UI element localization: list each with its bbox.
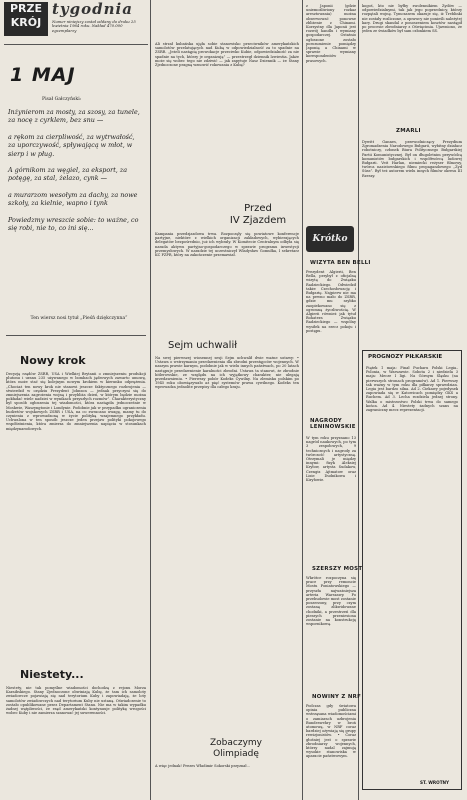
headline-nagrody: NAGRODY LENINOWSKIE: [310, 418, 356, 430]
issue-info: Numer niniejszy został oddany do druku 25 kwietnia 1964 roku. Nakład 470.000 egzemplarzy: [52, 19, 136, 33]
headline-przed-zjazdem: [208, 203, 308, 227]
logo-line-2: KRÓJ: [10, 16, 42, 29]
column-rule-3: [358, 0, 359, 800]
article-szerszy-most: Wkrótce rozpoczyna się prace przy remoncie Mostu Poniatowskiego — przyszła najważniejsza arteria Warszawy. Po przebudowie most zostanie poszerzony, przy czym zostaną zlikwidowane chodniki, a przestrzeń dla pieszych przeniesiona zostanie na konstrukcję wspornikową.: [306, 576, 356, 627]
krotko-badge: Krótko: [306, 226, 354, 252]
column-rule-1: [150, 0, 151, 800]
logo-line-1: PRZE: [9, 2, 43, 15]
article-kuba: Ali strzał kubańska ujęła sobie stanowisko przeciwników amerykańskich samolotów przelatujących nad Kubą w odpowiedzialność za to spadnie na ZSRR. „Jeżeli nastąpią prowokacje przeciwko Kubie, odpowiedzialność za nie spadnie na tych, którzy je organizują” — przestrzegł dziennik Izwiestia. Jakże może się wobec tego nie zdziwić — jak zapytuje Nasz Dziennik — że Stany Zjednoczone pragną wznowić rokowania z Kubą?: [155, 42, 299, 68]
headline-niestety: Niestety...: [20, 668, 84, 681]
poem-stanza: A górnikom za węgiel, za eksport, za potęgę, za stal, żelazo, cynk —: [8, 166, 128, 183]
article-nowiny: Podczas gdy światowa opinia publiczna wstrząsana wiadomościami o zamiarach uzbrojenia Bundeswehry w broń atomową, w NRF coraz bardziej ożywiają się grupy rewizjonistów. • Coraz głośniej jest o sprawie zbrodniarzy wojennych, którzy nadal zajmują wysokie stanowiska w aparacie państwowym.: [306, 704, 356, 759]
article-japonia: z Japonii (gdzie uniemożliwiony rozkaz aresztowania) można obserwować ponowne zbliżenie z Chinami. Korzystny dla Japonii jest rozwój handlu i wymiany gospodarczej. Ostatnio ogłoszone zostało porozumienie pomiędzy Japonią a Chinami w sprawie wymiany korespondentów prasowych.: [306, 4, 356, 63]
article-nowy-krok: Decyzją rządów ZSRR, USA i Wielkiej Brytanii o zmniejszeniu produkcji plutonu i uranu 235 używanego w bombach jądrowych zawarto umowę, która może stać się kolejnym nowym krokiem w kierunku odprężenia. „Chociaż ten nowy krok nie stanowi jeszcze faktycznego rozbrojenia — stwierdził w orędziu Prezydent Johnson — jednak przyczyni się do zmniejszenia zagrożenia wojną i przybliża dzień, w którym będzie można pokładać wiele nadziei w wynikach przyszłych rozmów”. Charakterystyczny był sposób ogłoszenia tej wiadomości, która nastąpiła jednocześnie w Moskwie, Waszyngtonie i Londynie. Podobnie jak w przypadku ograniczenia budżetów wojskowych ZSRR i USA, na co zwracano uwagę, mamy tu do czynienia z wprowadzoną w życie polityką wzajemnego przykładu. Uchwalona w ten sposób jeszcze jeden przejaw polityki pokojowego współistnienia, która zmierza do zmniejszenia napięcia w stosunkach międzynarodowych.: [6, 372, 146, 431]
poem-body: [8, 108, 143, 240]
headline-szerszy-most: SZERSZY MOST: [312, 566, 363, 572]
article-treblinka: kogoś, kto nie byłby zwolennikiem Żydów — odpowiedzialnymi, tak jak jego poprzednicy, którzy rozpętali wojnę. Tymczasem okazuje się, iż Treblinki nie zostały rozliczone, a oprawcy nie ponieśli należytej kary. Drugi skandal z ponoszeniem kosztów nastąpił po procesie zbrodniarzy z Oświęcimia. Ujawniono, że jeden ze świadków był sam członkiem SS.: [362, 4, 462, 34]
article-nagrody: W tym roku przyznano 13 nagród naukowych, po tym 3 zespołowych, 9 technicznych i nagrody za twórczość artystyczną. Otrzymali je między innymi: fizyk Aleksiej Kryłow, artysta Sudakow, Czengiz Ajtmatow oraz Lisie Dudnikowa i Kiryłowie.: [306, 436, 356, 483]
article-zobaczymy: A więc jednak! Prezes Władimir Sokorski przyznał...: [155, 764, 251, 768]
article-prognozy: Piątek 1 maja: Finał Pucharu Polski Legia–Polonia, w Warszawie. Sobota 2 i niedziela 3 maja: Mecze I ligi. Na Górnym Śląsku (na pierwszych stronach programów). Ad 1. Pierwszy tak ważny w tym roku dla piłkarzy sprawdzian. Legia jest bardzo silna. Ad 2. Ciekawy pojedynek zapowiada się w Katowicach pomiędzy GKS a Ruchem. Ad 3. Lecha rozdziela jednej strony. Walka o mistrzostwo Polski trwa do samego końca. Ad 4. Niestety żadnych szans na zagraniczny mecz reprezentacji.: [366, 366, 458, 413]
poem-author: Pisał Gałczyński:: [42, 97, 82, 102]
poem-stanza: a murarzom wesołym za dachy, za nowe szkoły, za kielnie, wapno i tynk: [8, 190, 138, 208]
article-sejm: Na swej pierwszej wiosennej sesji Sejm uchwalił dwie ważne ustawy: • Ustawa o wstrzymaniu przedawnienia dla zbrodni przestępców wojennych. W naszym prawie karnym, podobnie jak w wielu innych państwach, po 20 latach następuje przedawnienie karalności zbrodni. Ustawa ta stanowi, że zbrodnie hitlerowskie, ze względu na ich wyjątkowy charakter, nie ulegają przedawnieniu. • Pierwszy pobór Kodeks Cywilny. Na zlemisku polskim po 1945 roku obowiązywało aż pięć systemów prawa cywilnego. Kodeks ten wprowadza jednolite przepisy dla całego kraju.: [155, 356, 299, 390]
headline-nowy-krok: Nowy krok: [20, 354, 86, 367]
column-rule-2: [302, 0, 303, 800]
poem-stanza: Powiedzmy wreszcie sobie: to ważne, co się robi, nie to, co ini się...: [8, 215, 139, 233]
headline-line: Zobaczymy: [210, 738, 262, 748]
headline-line: IV Zjazdem: [229, 215, 287, 226]
poem-note: Ten wiersz nosi tytuł „Pieśń dziękczynna”: [30, 316, 128, 321]
article-przed-zjazdem: Kampania przedzjazdowa trwa. Rozpoczęły się powiatowe konferencje partyjne, niektóre z wielkich organizacji zakładowych, wybierających delegatów bezpośrednio, już ich wybrały. W Komitecie Centralnym odbyła się narada aktywu partyjno-gospodarczego w sprawie programu inwestycji przemysłowych. W naradzie tej uczestniczył Władysław Gomułka, I sekretarz KC PZPR, który na zakończenie przemawiał.: [155, 232, 299, 258]
prognozy-author: ST. WROTNY: [420, 780, 450, 785]
headline-nowiny: NOWINY Z NRF: [312, 694, 362, 700]
article-niestety: Niestety, nie tak pomyślne wiadomości dochodzą z rejonu Morza Karaibskiego. Stany Zjednoczone obwiniają Kubę, że tam ich samoloty zwiadowcze pojawiają się nad terytorium Kuby i zapowiadają, że loty samolotów zwiadowczych nad terytorium Kuby nie ustaną. Oświadczenie to zostało opublikowane przez Departament Stanu. Nie ma w takim wypadku żadnej wątpliwości, że rząd amerykański kontynuuje politykę wrogości wobec Kuby i nie zamierza szanować jej suwerenności.: [6, 686, 146, 716]
poem-stanza: a rękom za cierpliwość, za wytrwałość, za uporczywość, spływającą w młot, w sierp i w pług.: [8, 132, 135, 158]
masthead-title: tygodnia: [52, 0, 133, 18]
article-wizyta: Prezydent Algierii, Ben Bella, przybył z oficjalną wizytą do Związku Radzieckiego. Odwiedził także Czechosłowację i Bułgarię. Najpierw nie ma na pewno mało do ZSRR, gdzie mu szybko zaopiekowano się z ogromną życzliwością. W Algierii również jak tytuł Bohatera Związku Radzieckiego — wspólny wysiłek na rzecz pokoju i postępu.: [306, 270, 356, 333]
headline-prognozy: PROGNOZY PIŁKARSKIE: [368, 354, 443, 360]
poem-rule: [6, 335, 146, 336]
poem-title: 1 MAJ: [10, 64, 76, 86]
headline-wizyta: WIZYTA BEN BELLI: [310, 260, 371, 266]
headline-zobaczymy: [168, 738, 304, 760]
headline-zmarli: ZMARLI: [396, 128, 421, 134]
headline-line: Olimpiadę: [213, 749, 259, 759]
masthead-rule: [4, 44, 148, 45]
masthead-logo: [4, 2, 48, 36]
article-zmarli: Dywitt Gannes, przewodniczący Prezydium Zgromadzenia Narodowego Bułgarii, wybitny działacz robotniczy, członek Biura Politycznego Bułgarskiej Partii Komunistycznej. Był on długoletnim przywódcą komunistów bułgarskich i współtwórcą ludowej Bułgarii. Veit Harlan, niemiecki reżyser filmowy, twórca nazistowskiego filmu propagandowego „Żyd Süss”. Był też autorem wielu innych filmów okresu III Rzeszy.: [362, 140, 462, 178]
poem-stanza: Inżynierom za mosty, za szosy, za tunele, za nocę z cyrklem, bez snu —: [8, 108, 140, 125]
headline-sejm: Sejm uchwalił: [168, 340, 238, 351]
headline-line: Przed: [244, 203, 272, 214]
